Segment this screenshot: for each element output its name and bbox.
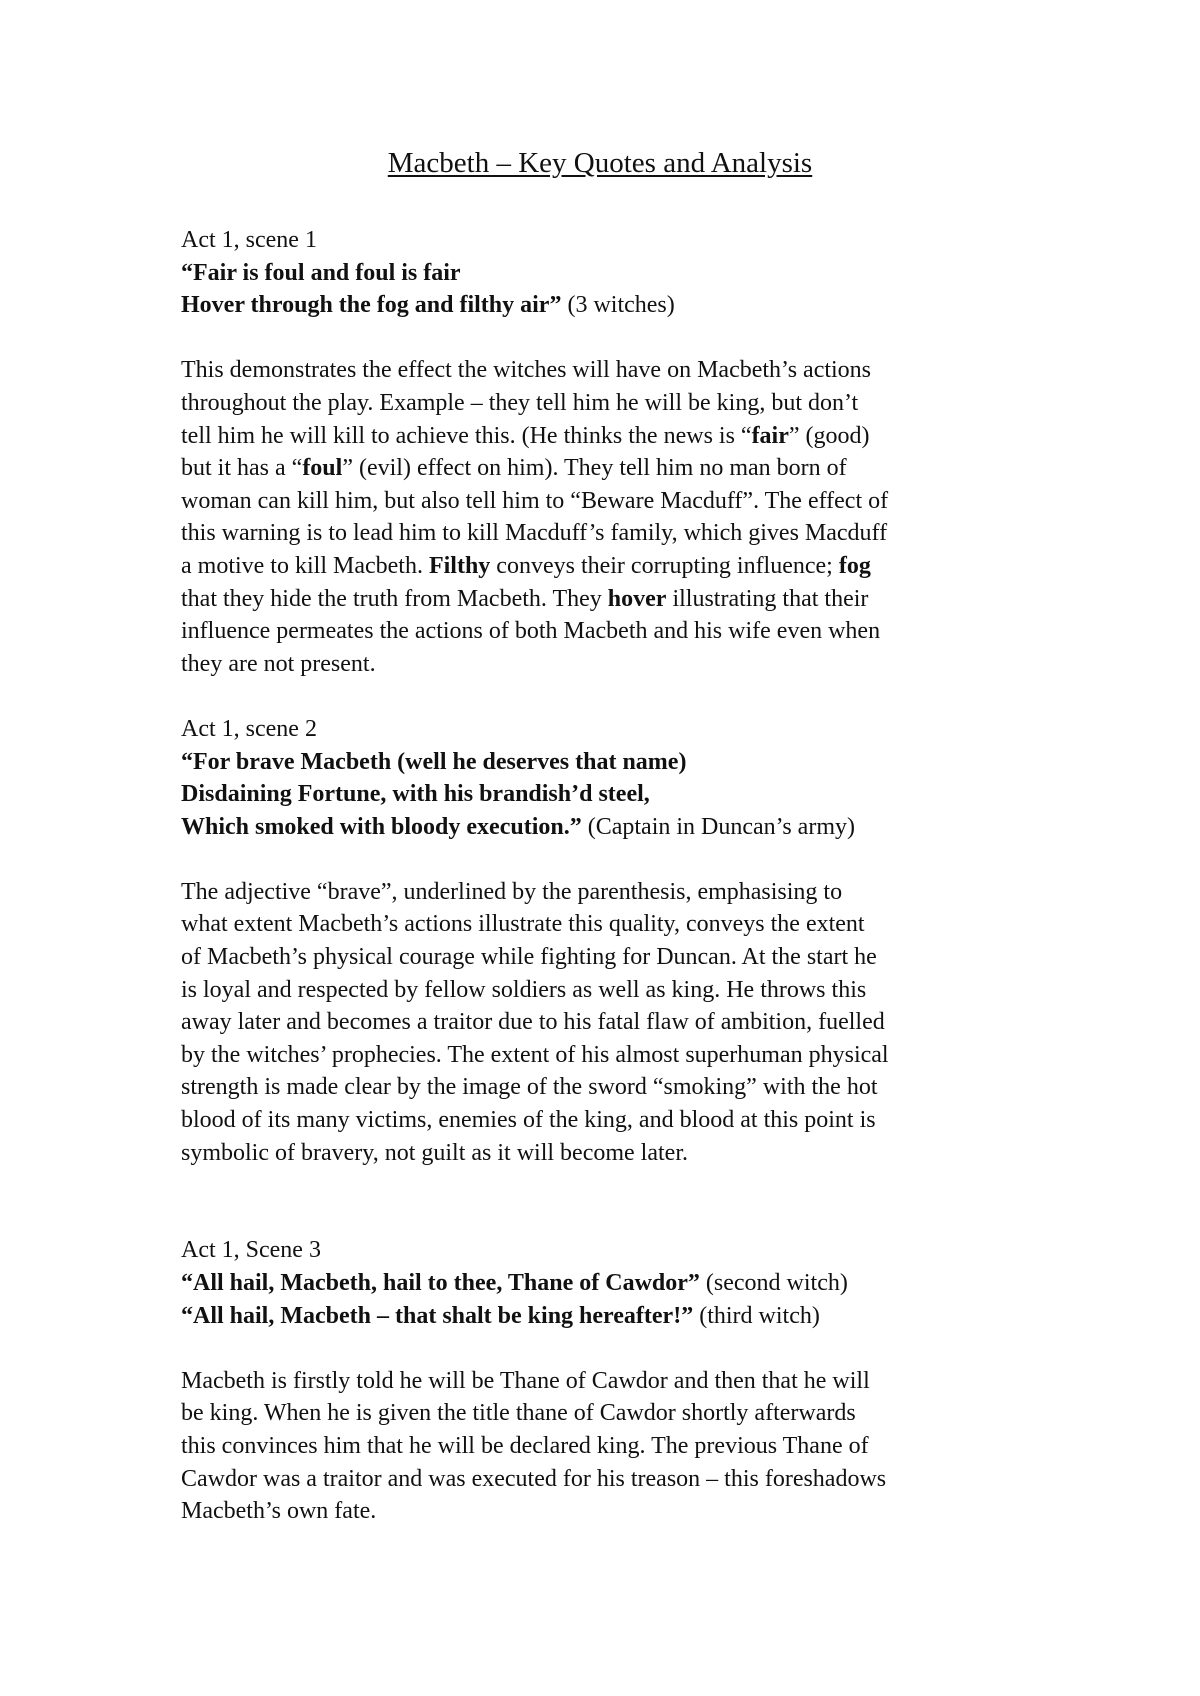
paragraph-line: is loyal and respected by fellow soldiers as well as king. He throws this [181, 976, 867, 1003]
paragraph-line [181, 550, 1061, 583]
quote-line [181, 811, 1061, 844]
quote-text: “All hail, Macbeth, hail to thee, Thane of Cawdor” [181, 1270, 700, 1296]
text-run: but it has a “ [181, 455, 303, 482]
paragraph-line: blood of its many victims, enemies of the king, and blood at this point is [181, 1107, 876, 1134]
paragraph-line: This demonstrates the effect the witches will have on Macbeth’s actions [181, 357, 872, 384]
text-run: conveys their corrupting influence; [490, 552, 839, 579]
paragraph-line: woman can kill him, but also tell him to “Beware Macduff”. The effect of [181, 487, 889, 514]
text-run: tell him he will kill to achieve this. (He thinks the news is “ [181, 422, 752, 449]
quote-text: Hover through the fog and filthy air” [181, 292, 562, 319]
paragraph-gap [181, 843, 1061, 876]
paragraph-line: influence permeates the actions of both Macbeth and his wife even when [181, 618, 881, 645]
emphasis-word: hover [607, 585, 667, 612]
paragraph-line: away later and becomes a traitor due to his fatal flaw of ambition, fuelled [181, 1009, 885, 1036]
paragraph-gap [181, 1332, 1061, 1365]
emphasis-word: foul [302, 455, 343, 482]
text-run: ” (evil) effect on him). They tell him no man born of [342, 455, 847, 482]
paragraph-line: they are not present. [181, 650, 376, 677]
paragraph-line: by the witches’ prophecies. The extent of his almost superhuman physical [181, 1041, 889, 1068]
paragraph-line: Cawdor was a traitor and was executed for his treason – this foreshadows [181, 1465, 887, 1492]
quote-text: Disdaining Fortune, with his brandish’d steel, [181, 781, 650, 808]
emphasis-word: Filthy [428, 552, 491, 579]
paragraph-gap [181, 322, 1061, 355]
text-run: illustrating that their [666, 585, 869, 612]
quote-text: “All hail, Macbeth – that shalt be king hereafter!” [181, 1302, 694, 1329]
paragraph-line: Macbeth’s own fate. [181, 1498, 377, 1525]
quote-text: “For brave Macbeth (well he deserves that name) [181, 748, 687, 775]
paragraph-line [181, 420, 1061, 453]
text-run: a motive to kill Macbeth. [181, 552, 429, 579]
quote-attribution: (Captain in Duncan’s army) [581, 813, 855, 840]
paragraph-line: strength is made clear by the image of the sword “smoking” with the hot [181, 1074, 878, 1101]
quote-text: Which smoked with bloody execution.” [181, 813, 582, 840]
quote-line [181, 1267, 1061, 1300]
emphasis-word: fog [838, 552, 871, 579]
paragraph-gap [181, 1169, 1061, 1234]
paragraph-gap [181, 680, 1061, 713]
quote-line [181, 746, 1061, 779]
document-body [181, 224, 1061, 1528]
quote-text: “Fair is foul and foul is fair [181, 259, 461, 286]
paragraph-line: symbolic of bravery, not guilt as it will become later. [181, 1139, 688, 1166]
paragraph-line: this convinces him that he will be declared king. The previous Thane of [181, 1432, 869, 1459]
paragraph-line: The adjective “brave”, underlined by the parenthesis, emphasising to [181, 878, 843, 905]
paragraph-line [181, 583, 1061, 616]
text-run: ” (good) [788, 422, 870, 449]
paragraph-line: this warning is to lead him to kill Macduff’s family, which gives Macduff [181, 520, 888, 547]
quote-line [181, 257, 1061, 290]
paragraph-line: Macbeth is firstly told he will be Thane of Cawdor and then that he will [181, 1367, 870, 1394]
paragraph-line [181, 452, 1061, 485]
quote-line [181, 778, 1061, 811]
quote-attribution: (third witch) [693, 1302, 820, 1329]
quote-line [181, 289, 1061, 322]
paragraph-line: of Macbeth’s physical courage while fighting for Duncan. At the start he [181, 944, 877, 971]
quote-line [181, 1300, 1061, 1333]
text-run: that they hide the truth from Macbeth. They [181, 585, 608, 612]
document-title: Macbeth – Key Quotes and Analysis [387, 147, 813, 179]
section-heading-act1-scene2: Act 1, scene 2 [181, 715, 317, 742]
quote-attribution: (3 witches) [561, 292, 675, 319]
section-heading-act1-scene1: Act 1, scene 1 [181, 227, 317, 253]
quote-attribution: (second witch) [699, 1270, 848, 1296]
section-heading-act1-scene3: Act 1, Scene 3 [181, 1237, 321, 1264]
paragraph-line: throughout the play. Example – they tell him he will be king, but don’t [181, 389, 859, 416]
emphasis-word: fair [751, 422, 789, 449]
paragraph-line: what extent Macbeth’s actions illustrate this quality, conveys the extent [181, 911, 865, 938]
paragraph-line: be king. When he is given the title thane of Cawdor shortly afterwards [181, 1400, 856, 1427]
